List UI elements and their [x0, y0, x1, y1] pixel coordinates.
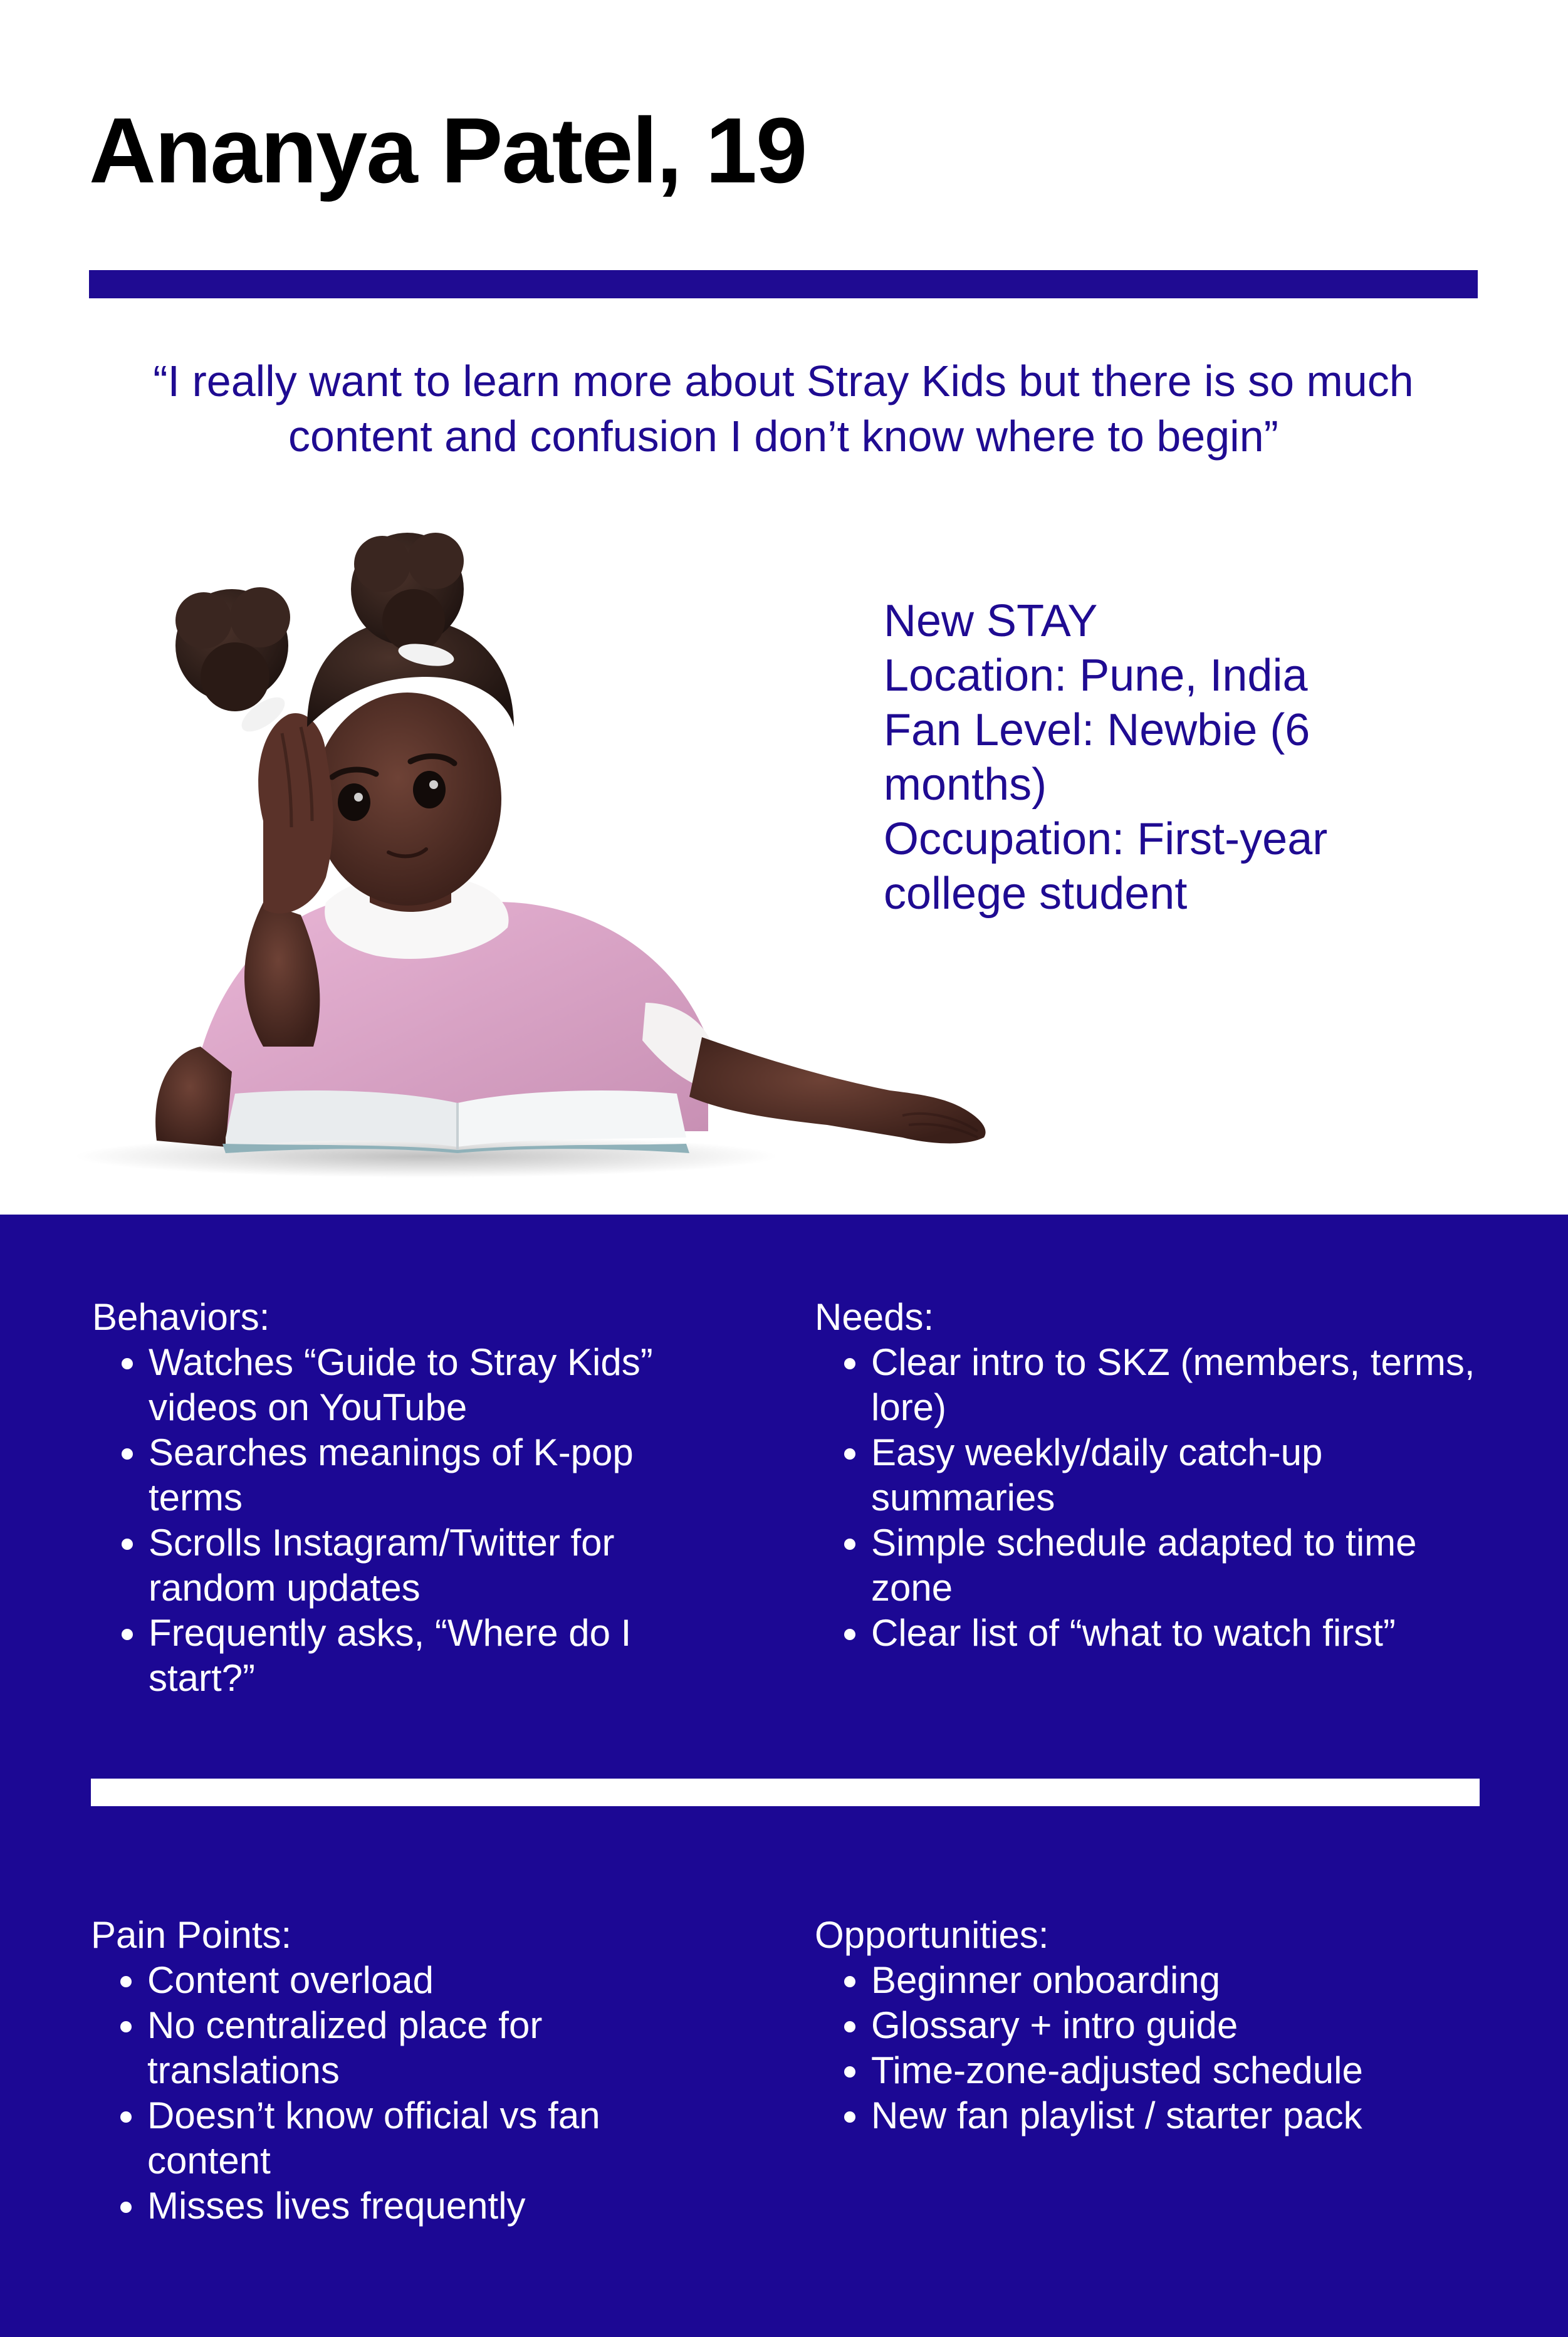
opportunities-list	[815, 1958, 1492, 2138]
fact-occupation: Occupation: First-year college student	[884, 814, 1328, 919]
needs-section	[815, 1295, 1492, 1656]
pain-points-heading: Pain Points:	[91, 1914, 292, 1956]
girl-reading-illustration	[75, 526, 1003, 1203]
list-item: • Beginner onboarding	[871, 1958, 1492, 2003]
opportunities-heading: Opportunities:	[815, 1914, 1049, 1956]
list-item: • Searches meanings of K-pop terms	[149, 1430, 719, 1520]
pain-points-section	[91, 1913, 718, 2229]
list-item: • Clear list of “what to watch first”	[871, 1611, 1492, 1656]
needs-heading: Needs:	[815, 1296, 934, 1338]
list-item: • Content overload	[147, 1958, 718, 2003]
opportunities-section	[815, 1913, 1492, 2138]
list-item: • Time-zone-adjusted schedule	[871, 2048, 1492, 2093]
needs-list	[815, 1340, 1492, 1656]
fact-segment: New STAY	[884, 596, 1098, 646]
behaviors-section	[92, 1295, 719, 1701]
title-divider	[89, 270, 1478, 298]
list-item: • New fan playlist / starter pack	[871, 2093, 1492, 2138]
persona-title: Ananya Patel, 19	[89, 99, 807, 202]
fact-fan-level: Fan Level: Newbie (6 months)	[884, 705, 1310, 810]
list-item: • No centralized place for translations	[147, 2003, 718, 2093]
list-item: • Glossary + intro guide	[871, 2003, 1492, 2048]
persona-facts	[884, 594, 1473, 921]
behaviors-heading: Behaviors:	[92, 1296, 270, 1338]
list-item: • Scrolls Instagram/Twitter for random updates	[149, 1520, 719, 1611]
fact-location: Location: Pune, India	[884, 651, 1308, 701]
behaviors-list	[92, 1340, 719, 1701]
list-item: • Clear intro to SKZ (members, terms, lore)	[871, 1340, 1492, 1430]
list-item: • Simple schedule adapted to time zone	[871, 1520, 1492, 1611]
section-divider	[91, 1779, 1480, 1806]
list-item: • Frequently asks, “Where do I start?”	[149, 1611, 719, 1701]
persona-quote: “I really want to learn more about Stray Kids but there is so much content and confusion I don’t know where to begin”	[153, 357, 1414, 461]
pain-points-list	[91, 1958, 718, 2229]
list-item: • Doesn’t know official vs fan content	[147, 2093, 718, 2183]
list-item: • Watches “Guide to Stray Kids” videos on YouTube	[149, 1340, 719, 1430]
list-item: • Misses lives frequently	[147, 2183, 718, 2229]
list-item: • Easy weekly/daily catch-up summaries	[871, 1430, 1492, 1520]
